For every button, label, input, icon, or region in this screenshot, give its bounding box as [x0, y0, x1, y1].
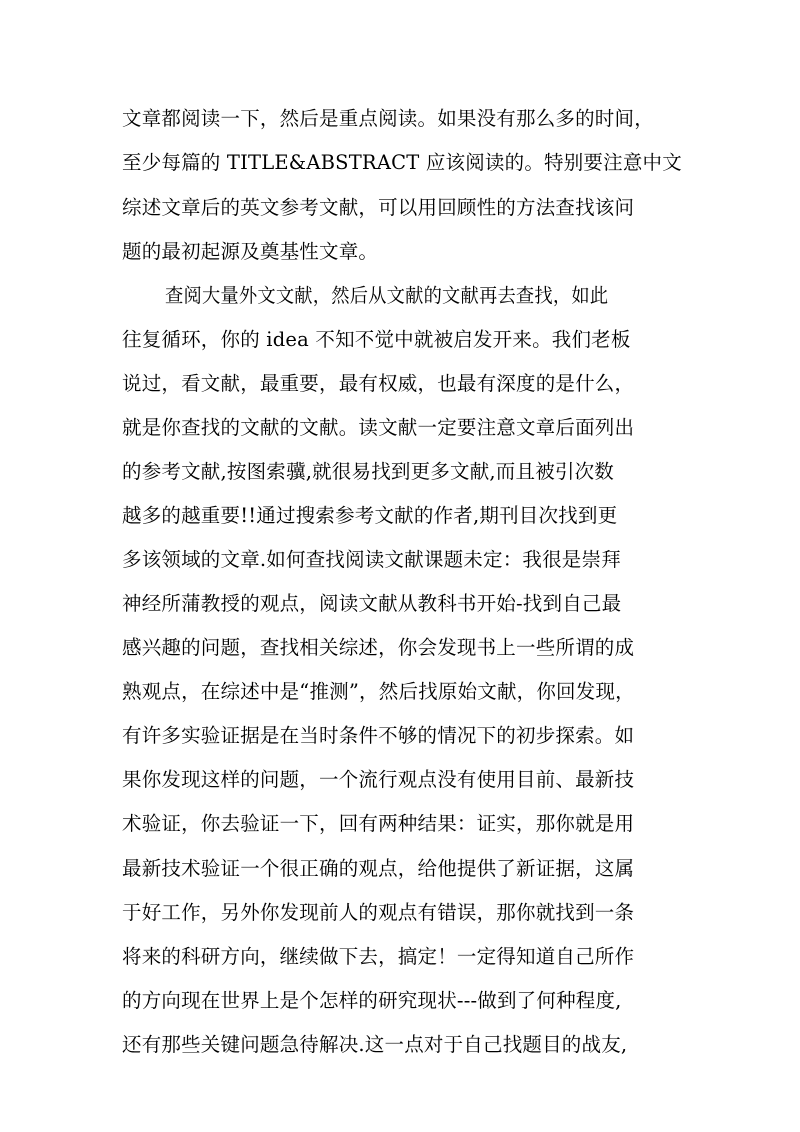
text-line: 果你发现这样的问题，一个流行观点没有使用目前、最新技: [122, 768, 635, 791]
text-line: 文章都阅读一下，然后是重点阅读。如果没有那么多的时间，: [122, 107, 654, 130]
text-line: 术验证，你去验证一下，回有两种结果：证实，那你就是用: [122, 812, 635, 835]
text-line: 就是你查找的文献的文献。读文献一定要注意文章后面列出: [122, 416, 635, 439]
text-line: 神经所蒲教授的观点，阅读文献从教科书开始-找到自己最: [122, 592, 622, 615]
text-line: 熟观点，在综述中是“推测”，然后找原始文献，你回发现，: [122, 680, 635, 703]
text-line: 有许多实验证据是在当时条件不够的情况下的初步探索。如: [122, 724, 635, 747]
text-line: 综述文章后的英文参考文献，可以用回顾性的方法查找该问: [122, 196, 635, 219]
text-line: 多该领域的文章.如何查找阅读文献课题未定：我很是崇拜: [122, 548, 621, 571]
text-line: 往复循环，你的 idea 不知不觉中就被启发开来。我们老板: [122, 328, 631, 351]
text-line: 的方向现在世界上是个怎样的研究现状---做到了何种程度,: [122, 989, 622, 1012]
text-line: 越多的越重要!!通过搜索参考文献的作者,期刊目次找到更: [122, 504, 618, 527]
text-line: 题的最初起源及奠基性文章。: [122, 240, 379, 263]
text-line: 将来的科研方向，继续做下去，搞定！一定得知道自己所作: [122, 945, 635, 968]
text-line: 还有那些关键问题急待解决.这一点对于自己找题目的战友,: [122, 1033, 628, 1056]
text-line: 最新技术验证一个很正确的观点，给他提供了新证据，这属: [122, 857, 635, 880]
text-line: 于好工作，另外你发现前人的观点有错误，那你就找到一条: [122, 901, 635, 924]
text-line: 查阅大量外文文献，然后从文献的文献再去查找，如此: [165, 284, 609, 307]
text-line: 至少每篇的 TITLE&ABSTRACT 应该阅读的。特别要注意中文: [122, 151, 682, 174]
text-line: 说过，看文献，最重要，最有权威，也最有深度的是什么，: [122, 372, 635, 395]
text-line: 感兴趣的问题，查找相关综述，你会发现书上一些所谓的成: [122, 636, 635, 659]
text-line: 的参考文献,按图索骥,就很易找到更多文献,而且被引次数: [122, 460, 614, 483]
